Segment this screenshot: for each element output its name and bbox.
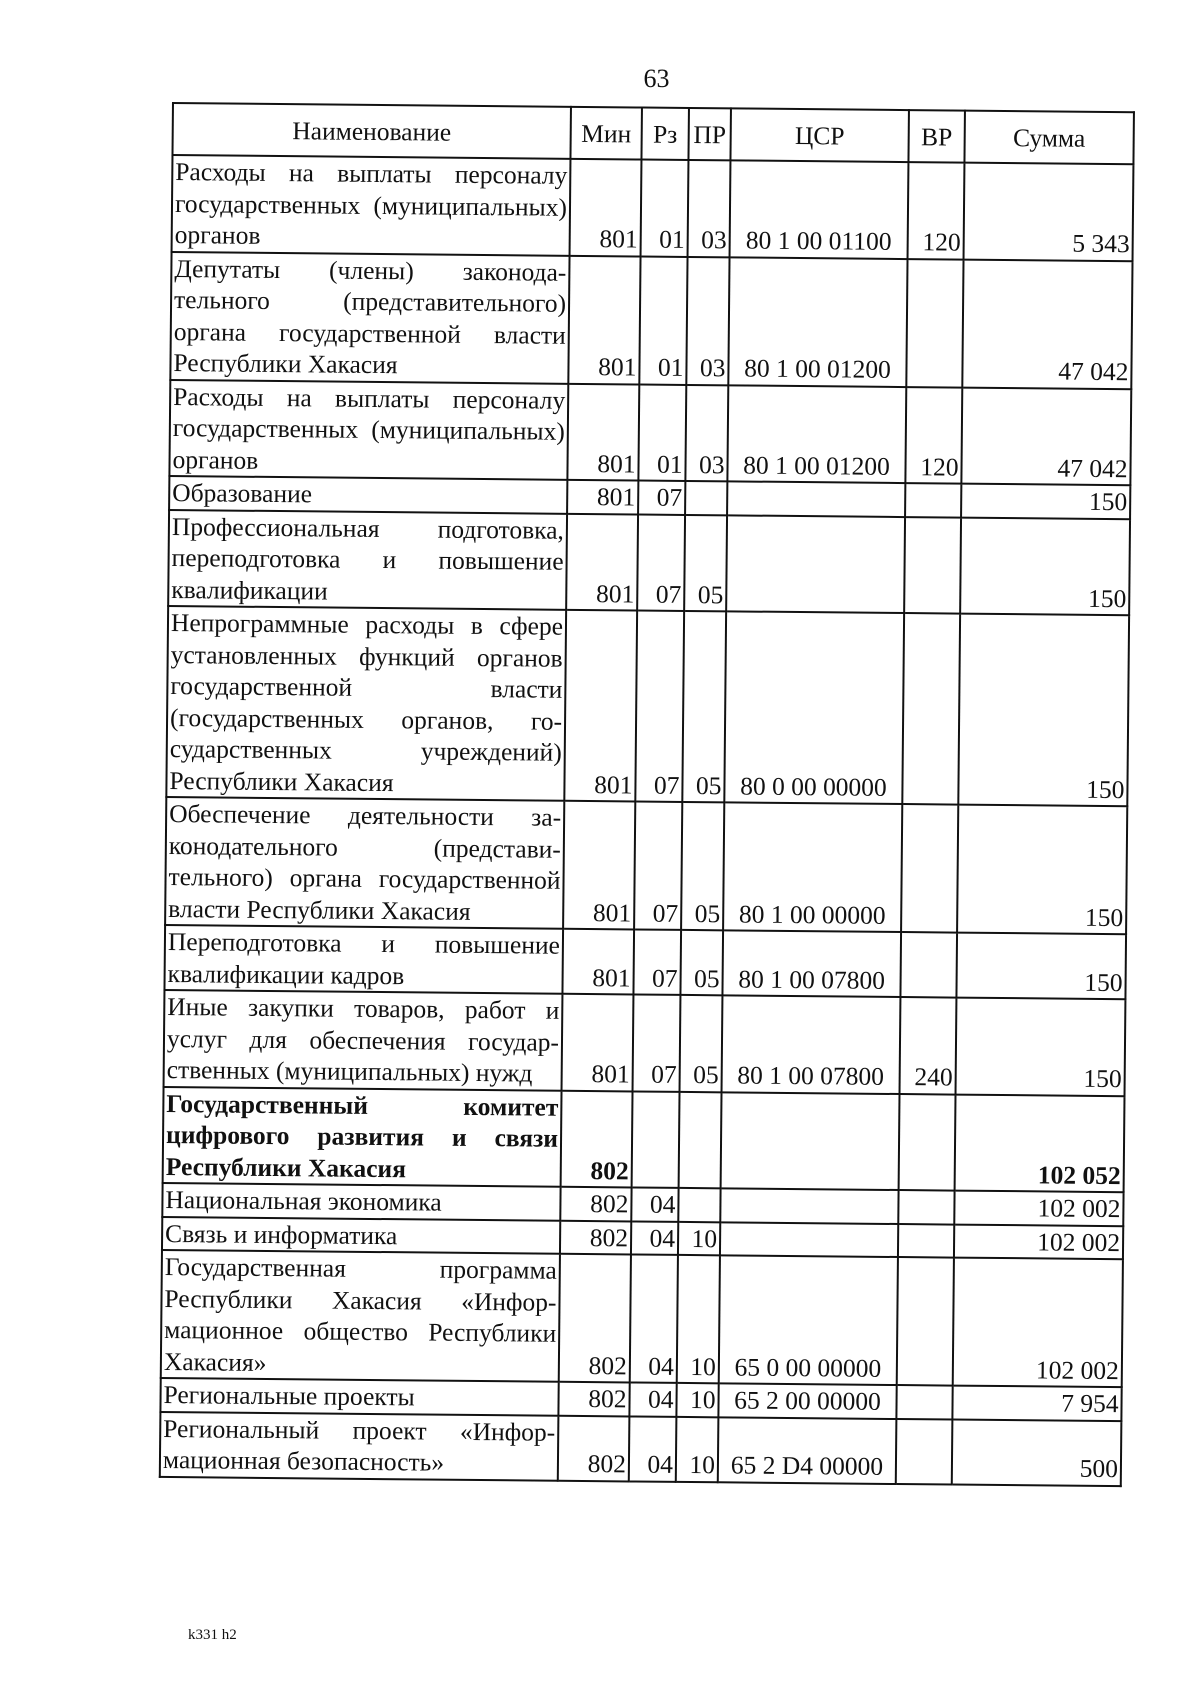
cell-pr: 05 bbox=[682, 611, 726, 802]
cell-sum: 5 343 bbox=[964, 163, 1134, 261]
cell-sum: 102 052 bbox=[955, 1094, 1125, 1192]
cell-min: 801 bbox=[567, 480, 638, 514]
cell-pr: 05 bbox=[680, 995, 723, 1092]
cell-csr: 80 1 00 01200 bbox=[727, 385, 906, 483]
cell-name: Национальная экономика bbox=[162, 1183, 560, 1220]
cell-csr bbox=[727, 481, 905, 516]
cell-sum: 150 bbox=[960, 517, 1130, 615]
cell-rz: 07 bbox=[635, 610, 684, 801]
cell-name: Депутаты (члены) законодательного (представительного) органа государственной власти Республики Хакасия bbox=[170, 252, 569, 384]
cell-min: 802 bbox=[558, 1415, 630, 1481]
cell-sum: 150 bbox=[961, 484, 1130, 519]
cell-min: 801 bbox=[566, 513, 638, 610]
cell-min: 801 bbox=[570, 159, 642, 256]
cell-min: 801 bbox=[567, 383, 639, 480]
cell-csr: 80 0 00 00000 bbox=[724, 611, 904, 804]
page-number: 63 bbox=[643, 64, 670, 93]
cell-min: 802 bbox=[560, 1187, 631, 1221]
cell-name: Связь и информатика bbox=[162, 1216, 560, 1253]
cell-csr bbox=[721, 1092, 900, 1190]
cell-min: 801 bbox=[562, 929, 634, 995]
cell-name: Расходы на выплаты персоналу государственных (муниципальных) органов bbox=[172, 155, 571, 255]
table-row bbox=[163, 1086, 1125, 1192]
cell-min: 802 bbox=[558, 1382, 629, 1416]
cell-rz: 01 bbox=[638, 384, 686, 481]
cell-sum: 102 002 bbox=[954, 1191, 1123, 1226]
cell-pr: 05 bbox=[681, 802, 724, 930]
cell-pr: 03 bbox=[688, 160, 731, 257]
cell-rz: 01 bbox=[641, 160, 689, 257]
cell-rz: 04 bbox=[630, 1254, 678, 1382]
cell-min: 802 bbox=[561, 1090, 633, 1187]
cell-csr: 80 1 00 01200 bbox=[728, 257, 907, 387]
cell-name: Расходы на выплаты персоналу государственных (муниципальных) органов bbox=[169, 379, 568, 479]
cell-vr bbox=[897, 1257, 954, 1386]
header-min: Мин bbox=[570, 107, 641, 160]
cell-name: Образование bbox=[169, 476, 567, 513]
cell-rz bbox=[632, 1091, 680, 1188]
cell-csr bbox=[726, 515, 905, 613]
table-header bbox=[172, 103, 1133, 164]
header-csr: ЦСР bbox=[730, 108, 908, 162]
budget-table bbox=[159, 102, 1135, 1487]
table-row bbox=[165, 797, 1127, 934]
cell-name: Региональные проекты bbox=[160, 1378, 558, 1415]
cell-name: Иные закупки товаров, работ и услуг для обеспечения государственных (муниципальных) нужд bbox=[164, 990, 563, 1090]
cell-rz: 07 bbox=[634, 801, 682, 929]
cell-sum: 150 bbox=[956, 998, 1126, 1096]
cell-rz: 04 bbox=[631, 1221, 678, 1255]
table-row bbox=[164, 925, 1126, 999]
cell-rz: 04 bbox=[629, 1382, 676, 1416]
cell-min: 801 bbox=[564, 610, 637, 802]
cell-rz: 04 bbox=[631, 1187, 678, 1221]
cell-sum: 102 002 bbox=[953, 1258, 1123, 1388]
table-row bbox=[168, 509, 1130, 615]
cell-min: 802 bbox=[559, 1254, 631, 1383]
cell-vr bbox=[904, 517, 961, 614]
cell-csr: 80 1 00 01100 bbox=[730, 160, 909, 258]
cell-vr: 240 bbox=[900, 997, 957, 1094]
cell-pr: 05 bbox=[684, 514, 727, 611]
cell-sum: 150 bbox=[957, 805, 1127, 935]
cell-rz: 04 bbox=[629, 1416, 677, 1481]
cell-vr bbox=[899, 1094, 956, 1191]
cell-name: Региональный проект «Информационная безопасность» bbox=[160, 1411, 559, 1480]
cell-csr bbox=[720, 1222, 898, 1257]
cell-pr: 05 bbox=[680, 930, 723, 995]
cell-sum: 150 bbox=[958, 614, 1129, 807]
cell-csr: 80 1 00 07800 bbox=[722, 930, 901, 997]
cell-rz: 07 bbox=[633, 994, 681, 1091]
cell-csr: 80 1 00 07800 bbox=[722, 995, 901, 1093]
table-body bbox=[160, 155, 1134, 1486]
header-pr: ПР bbox=[688, 108, 730, 160]
cell-vr bbox=[896, 1419, 953, 1485]
cell-name: Профессиональная подготовка, переподготовка и повышение квалификации bbox=[168, 509, 567, 609]
budget-table-container bbox=[159, 102, 1133, 1487]
cell-csr: 65 2 00 00000 bbox=[718, 1383, 896, 1418]
cell-pr: 10 bbox=[677, 1255, 720, 1383]
cell-name: Государственная программа Республики Хакасия «Информационное общество Республики Хакасия» bbox=[161, 1250, 560, 1382]
table-row bbox=[166, 606, 1129, 806]
cell-vr: 120 bbox=[908, 162, 965, 259]
table-row bbox=[169, 379, 1131, 485]
cell-sum: 7 954 bbox=[952, 1386, 1121, 1421]
header-name: Наименование bbox=[172, 103, 570, 159]
cell-vr bbox=[906, 259, 963, 388]
cell-min: 802 bbox=[560, 1220, 631, 1254]
cell-pr bbox=[679, 1091, 722, 1188]
table-row bbox=[161, 1250, 1123, 1387]
cell-name: Государственный комитет цифрового развития и связи Республики Хакасия bbox=[163, 1086, 562, 1186]
cell-name: Непрограммные расходы в сфере установленных функций органов государственной власти (государственных органов, государственных учреждений) Республики Хакасия bbox=[166, 606, 566, 801]
cell-pr: 10 bbox=[678, 1221, 720, 1255]
cell-rz: 07 bbox=[637, 514, 685, 611]
cell-rz: 01 bbox=[639, 256, 687, 384]
header-sum: Сумма bbox=[964, 111, 1133, 165]
cell-pr: 03 bbox=[686, 256, 729, 384]
cell-name: Переподготовка и повышение квалификации кадров bbox=[164, 925, 563, 994]
footer-code: k331 h2 bbox=[188, 1627, 237, 1643]
cell-csr: 65 0 00 00000 bbox=[719, 1255, 898, 1385]
cell-pr bbox=[678, 1188, 720, 1222]
cell-sum: 500 bbox=[952, 1419, 1122, 1486]
cell-vr bbox=[898, 1190, 954, 1224]
cell-sum: 47 042 bbox=[961, 387, 1131, 485]
cell-sum: 102 002 bbox=[954, 1224, 1123, 1259]
cell-pr: 03 bbox=[685, 384, 728, 481]
cell-pr bbox=[685, 481, 727, 515]
cell-pr: 10 bbox=[676, 1416, 719, 1481]
cell-vr bbox=[902, 613, 960, 805]
cell-sum: 47 042 bbox=[962, 259, 1132, 389]
table-row bbox=[164, 990, 1126, 1096]
cell-name: Обеспечение деятельности законодательного (представительного) органа государственной власти Республики Хакасия bbox=[165, 797, 564, 929]
cell-min: 801 bbox=[562, 994, 634, 1091]
cell-csr bbox=[720, 1188, 898, 1223]
table-row bbox=[172, 155, 1134, 261]
cell-vr bbox=[905, 483, 961, 517]
cell-vr bbox=[898, 1224, 954, 1258]
cell-csr: 65 2 D4 00000 bbox=[718, 1417, 897, 1484]
cell-sum: 150 bbox=[956, 933, 1126, 1000]
cell-rz: 07 bbox=[633, 929, 681, 994]
header-row bbox=[172, 103, 1133, 164]
cell-csr: 80 1 00 00000 bbox=[723, 802, 902, 932]
cell-min: 801 bbox=[563, 801, 635, 930]
cell-vr bbox=[896, 1385, 952, 1419]
header-vr: ВР bbox=[908, 110, 964, 163]
cell-min: 801 bbox=[568, 255, 640, 384]
cell-vr bbox=[900, 932, 957, 998]
cell-pr: 10 bbox=[676, 1383, 718, 1417]
table-row bbox=[160, 1411, 1122, 1485]
cell-vr bbox=[901, 804, 958, 933]
header-rz: Рз bbox=[641, 108, 688, 160]
table-row bbox=[170, 252, 1132, 389]
cell-vr: 120 bbox=[905, 387, 962, 484]
cell-rz: 07 bbox=[638, 480, 685, 514]
